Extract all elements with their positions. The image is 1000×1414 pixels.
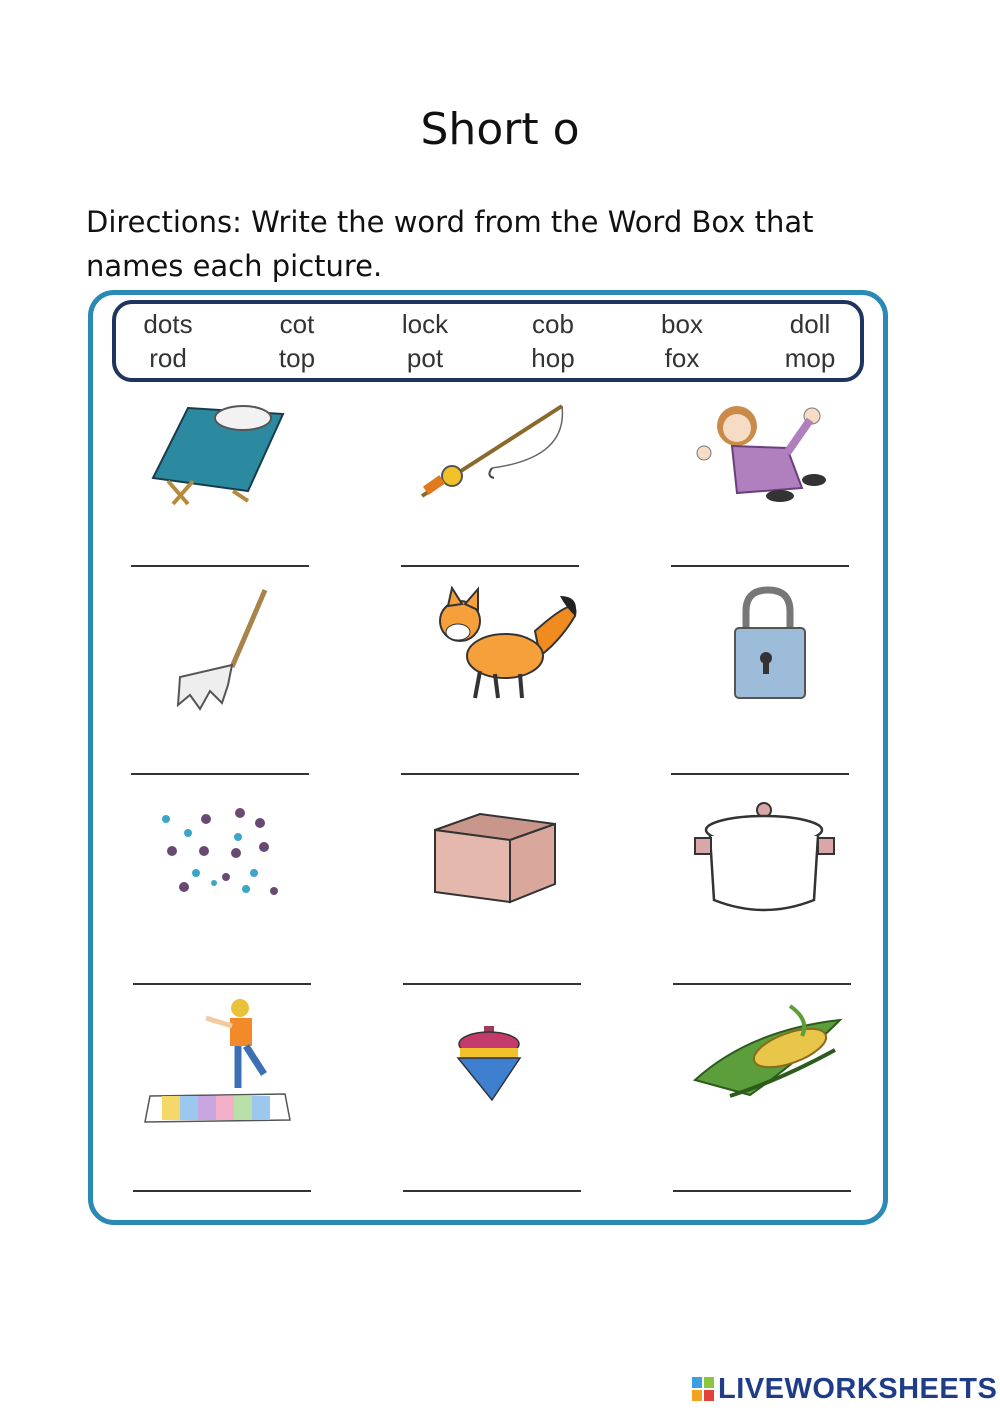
cot-icon [148, 396, 288, 511]
answer-line[interactable] [133, 1190, 311, 1192]
answer-input[interactable] [403, 1158, 585, 1190]
word-box-item: rod [149, 343, 187, 373]
word-box-item: fox [664, 343, 700, 373]
dots-icon [158, 805, 283, 895]
answer-line[interactable] [401, 565, 579, 567]
answer-input[interactable] [673, 1158, 855, 1190]
answer-line[interactable] [403, 983, 581, 985]
word-box-item: mop [784, 343, 836, 373]
spinning-top-icon [452, 1026, 532, 1106]
answer-line[interactable] [671, 773, 849, 775]
answer-input[interactable] [131, 533, 313, 565]
answer-line[interactable] [671, 565, 849, 567]
answer-input[interactable] [671, 533, 853, 565]
fox-icon [430, 586, 580, 706]
answer-line[interactable] [131, 565, 309, 567]
answer-input[interactable] [131, 741, 313, 773]
word-box-item: box [661, 309, 703, 339]
answer-input[interactable] [401, 533, 583, 565]
word-box-item: cot [279, 309, 315, 339]
answer-line[interactable] [131, 773, 309, 775]
word-box-item: top [278, 343, 316, 373]
hopscotch-icon [140, 996, 305, 1126]
word-box-item: pot [406, 343, 444, 373]
answer-line[interactable] [401, 773, 579, 775]
word-box [112, 300, 864, 382]
directions-text: Directions: Write the word from the Word Box that names each picture. [86, 205, 814, 283]
answer-input[interactable] [403, 951, 585, 983]
brand-mark-icon [692, 1377, 714, 1401]
answer-line[interactable] [673, 1190, 851, 1192]
pot-icon [692, 800, 837, 918]
word-box-item: dots [143, 309, 193, 339]
mop-icon [170, 585, 275, 715]
padlock-icon [730, 586, 810, 701]
fishing-rod-icon [412, 398, 572, 503]
word-box-item: doll [789, 309, 831, 339]
brand-logo [692, 1372, 997, 1406]
answer-input[interactable] [401, 741, 583, 773]
answer-input[interactable] [673, 951, 855, 983]
answer-input[interactable] [133, 1158, 315, 1190]
corn-cob-icon [690, 1000, 855, 1105]
answer-line[interactable] [403, 1190, 581, 1192]
word-box-item: lock [401, 309, 449, 339]
brand-name: LIVEWORKSHEETS [718, 1372, 998, 1405]
answer-input[interactable] [671, 741, 853, 773]
word-box-item: cob [532, 309, 574, 339]
doll-icon [692, 398, 832, 513]
answer-line[interactable] [673, 983, 851, 985]
page-title: Short o [420, 104, 580, 155]
box-icon [430, 810, 560, 905]
word-box-item: hop [531, 343, 575, 373]
answer-input[interactable] [133, 951, 315, 983]
answer-line[interactable] [133, 983, 311, 985]
